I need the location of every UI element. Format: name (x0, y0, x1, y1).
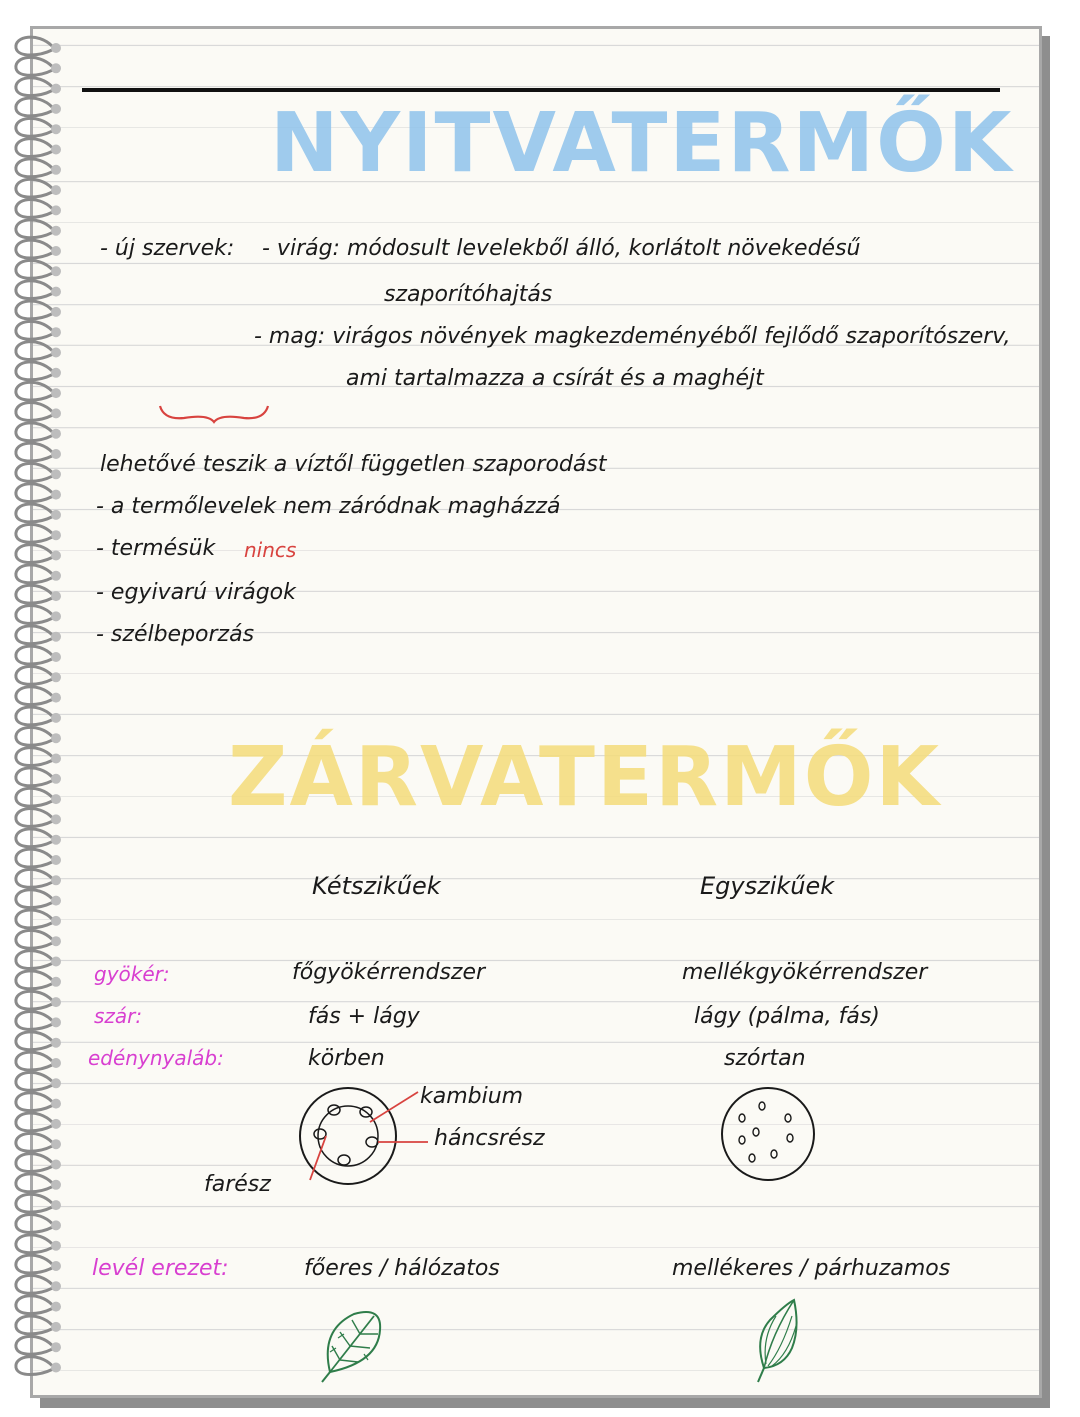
monocot-stem: lágy (pálma, fás) (694, 1004, 880, 1029)
row-label-root: gyökér: (94, 962, 170, 986)
top-rule (82, 88, 1000, 92)
seed-definition-cont: ami tartalmazza a csírát és a maghéjt (346, 366, 764, 391)
row-label-stem: szár: (94, 1004, 143, 1028)
flower-definition-cont: szaporítóhajtás (384, 282, 553, 307)
row-label-bundle: edénynyaláb: (88, 1046, 224, 1070)
dicot-root: főgyökérrendszer (292, 960, 486, 985)
fruit-none: nincs (244, 538, 297, 562)
dicot-stem-diagram-icon (290, 1080, 430, 1190)
fruit-line: - termésük (96, 536, 216, 561)
unisexual-flowers: - egyivarú virágok (96, 580, 296, 605)
dicot-venation: főeres / hálózatos (304, 1256, 500, 1281)
dicot-bundle: körben (308, 1046, 385, 1071)
label-cambium: kambium (420, 1084, 524, 1109)
label-phloem: háncsrész (434, 1126, 545, 1151)
new-organs-label: - új szervek: (100, 236, 235, 261)
col-monocots: Egyszikűek (700, 872, 835, 900)
parallel-veined-leaf-icon (752, 1298, 802, 1384)
label-xylem: farész (204, 1172, 271, 1197)
notebook-page (30, 26, 1042, 1398)
seed-definition: - mag: virágos növények magkezdeményéből fejlődő szaporítószerv, (254, 324, 1011, 349)
title-nyitvatermok: NYITVATERMŐK (270, 96, 1014, 191)
net-veined-leaf-icon (318, 1300, 390, 1384)
dicot-stem: fás + lágy (308, 1004, 420, 1029)
row-label-venation: levél erezet: (92, 1256, 229, 1281)
monocot-venation: mellékeres / párhuzamos (672, 1256, 951, 1281)
carpels-line: - a termőlevelek nem záródnak magházzá (96, 494, 561, 519)
wind-pollination: - szélbeporzás (96, 622, 255, 647)
water-independent: lehetővé teszik a víztől független szaporodást (100, 452, 607, 477)
monocot-bundle: szórtan (724, 1046, 806, 1071)
monocot-stem-diagram-icon (712, 1084, 824, 1184)
red-brace-icon (158, 402, 270, 426)
flower-definition: - virág: módosult levelekből álló, korlátolt növekedésű (262, 236, 861, 261)
monocot-root: mellékgyökérrendszer (682, 960, 928, 985)
title-zarvatermok: ZÁRVATERMŐK (228, 730, 941, 825)
col-dicots: Kétszikűek (312, 872, 441, 900)
spiral-binding-icon (0, 0, 80, 1417)
